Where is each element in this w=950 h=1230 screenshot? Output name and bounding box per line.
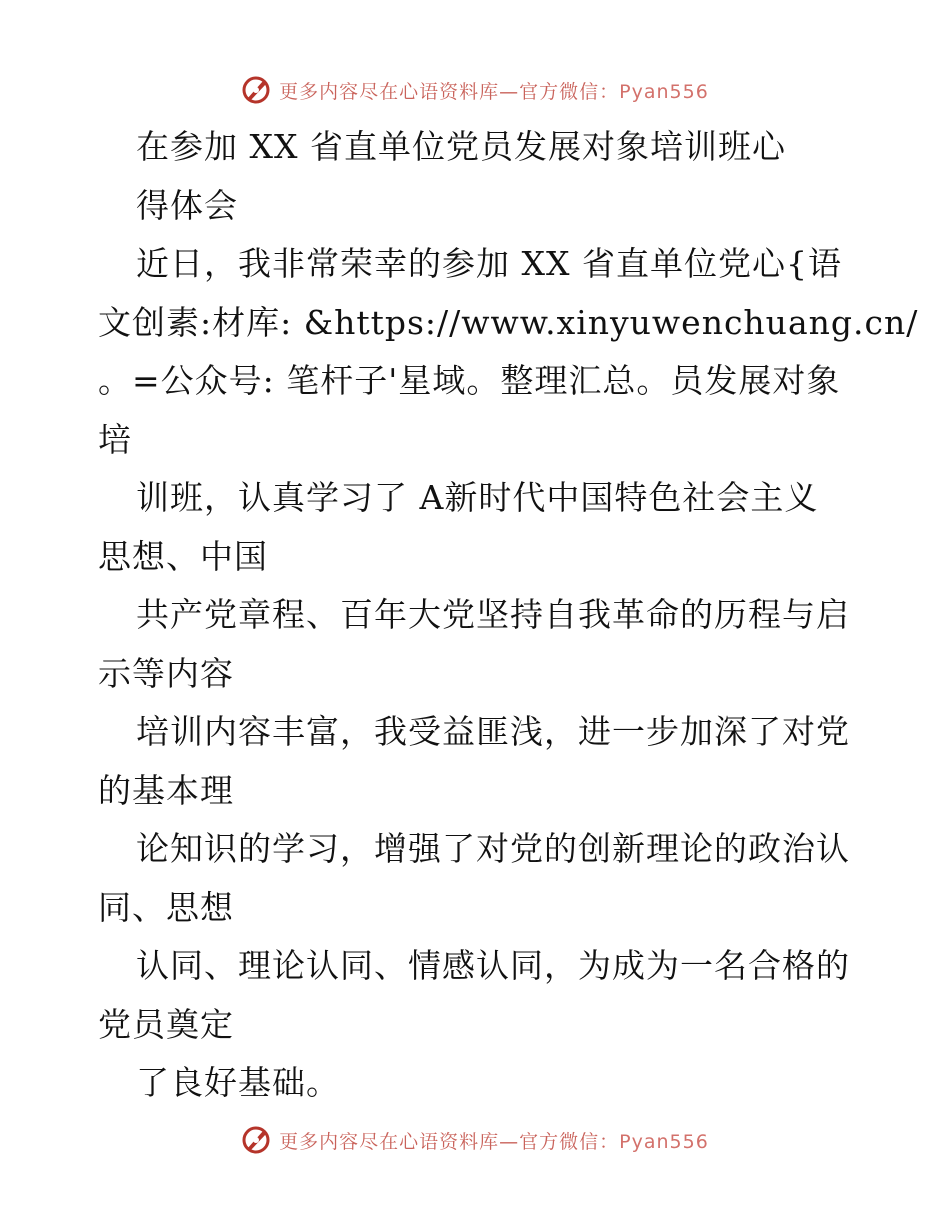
document-body bbox=[98, 118, 919, 1113]
text-line: 认同、理论认同、情感认同，为成为一名合格的 bbox=[136, 946, 850, 985]
quill-circle-logo-icon bbox=[241, 75, 271, 105]
text-line: 思想、中国 bbox=[98, 536, 268, 576]
text-line: 示等内容 bbox=[98, 653, 234, 693]
watermark-handle: Pyan556 bbox=[619, 1130, 709, 1153]
footer-watermark-banner bbox=[0, 1120, 950, 1160]
watermark-handle: Pyan556 bbox=[619, 80, 709, 103]
text-line: 训班，认真学习了 A新时代中国特色社会主义 bbox=[136, 478, 819, 517]
text-line: 得体会 bbox=[136, 185, 238, 225]
watermark-text: 更多内容尽在心语资料库—官方微信：Pyan556 bbox=[279, 1130, 709, 1153]
text-line: 的基本理 bbox=[98, 770, 234, 810]
text-line: 文创素:材库: &https://www.xinyuwenchuang.cn/ bbox=[98, 302, 919, 342]
text-line: 近日，我非常荣幸的参加 XX 省直单位党心{语 bbox=[136, 244, 842, 283]
header-watermark-banner bbox=[0, 70, 950, 110]
text-line: 同、思想 bbox=[98, 887, 234, 927]
text-line: 党员奠定 bbox=[98, 1004, 234, 1044]
text-line: 培训内容丰富，我受益匪浅，进一步加深了对党 bbox=[136, 712, 850, 751]
text-line: 论知识的学习，增强了对党的创新理论的政治认 bbox=[136, 829, 850, 868]
watermark-text: 更多内容尽在心语资料库—官方微信：Pyan556 bbox=[279, 80, 709, 103]
text-line: 。=公众号: 笔杆子'星域。整理汇总。员发展对象 bbox=[98, 361, 841, 400]
text-line: 在参加 XX 省直单位党员发展对象培训班心 bbox=[136, 127, 786, 166]
quill-circle-logo-icon bbox=[241, 1125, 271, 1155]
text-line: 了良好基础。 bbox=[136, 1063, 340, 1102]
text-line: 共产党章程、百年大党坚持自我革命的历程与启 bbox=[136, 595, 850, 634]
text-line: 培 bbox=[98, 419, 132, 459]
